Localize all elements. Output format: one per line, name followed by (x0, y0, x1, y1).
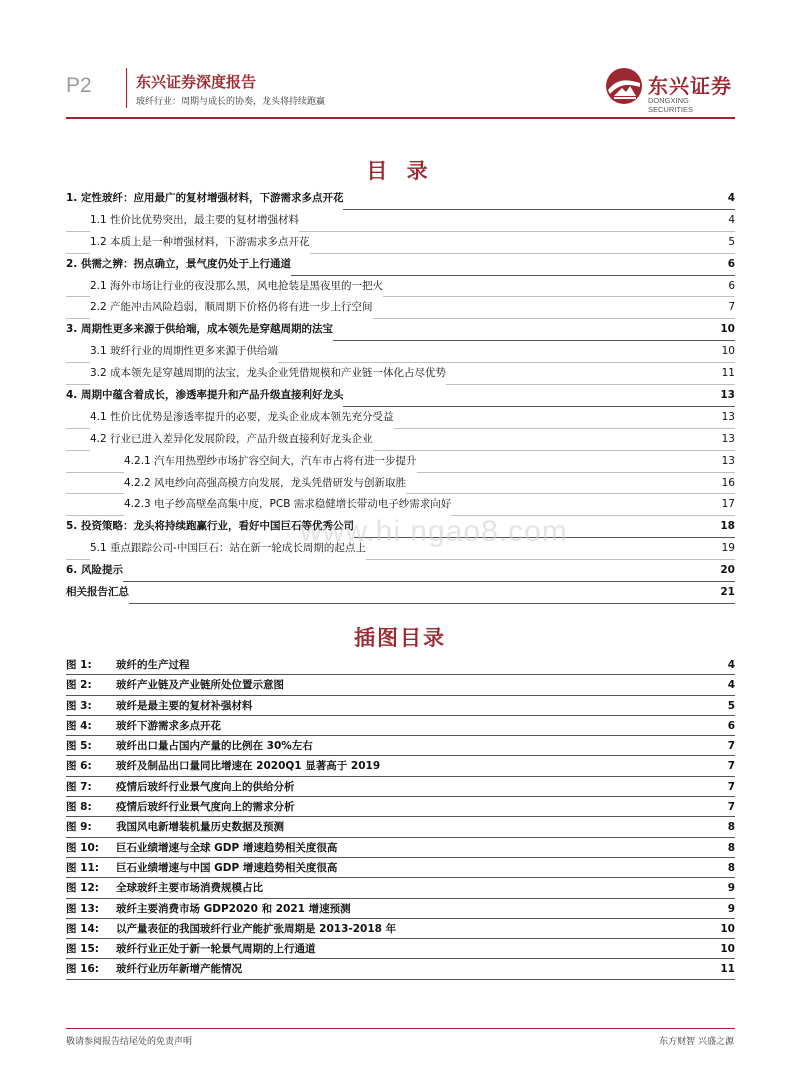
toc-entry-page: 4 (727, 192, 735, 204)
toc-entry-page: 18 (720, 520, 735, 533)
figure-number: 图 16: (66, 963, 99, 976)
figure-number: 图 14: (66, 922, 99, 935)
toc-title: 目 录 (366, 159, 434, 183)
figure-number: 图 1: (66, 659, 92, 671)
figure-label: 疫情后玻纤行业景气度向上的需求分析 (116, 801, 295, 814)
figure-number: 图 2: (66, 679, 92, 692)
figure-entry[interactable] (66, 777, 735, 797)
toc-entry-page: 7 (728, 301, 735, 314)
figure-number: 图 3: (66, 699, 92, 712)
toc-entry[interactable] (66, 232, 735, 254)
toc-entry-page: 4 (728, 213, 735, 226)
footer-slogan: 东方财智 兴盛之源 (659, 1037, 734, 1047)
toc-entry-page: 16 (721, 476, 735, 489)
figure-entry[interactable] (66, 655, 735, 675)
figure-entry[interactable] (66, 899, 735, 919)
figure-label: 以产量表征的我国玻纤行业产能扩张周期是 2013-2018 年 (116, 922, 397, 935)
toc-entry-page: 5 (728, 235, 735, 248)
toc-entry-label: 2. 供需之辨：拐点确立，景气度仍处于上行通道 (66, 254, 291, 276)
figure-label: 我国风电新增装机量历史数据及预测 (116, 821, 284, 834)
toc-entry-label: 6. 风险提示 (66, 560, 123, 582)
figure-entry[interactable] (66, 939, 735, 959)
figure-entry[interactable] (66, 736, 735, 756)
figure-page: 6 (727, 719, 735, 732)
toc-entry[interactable] (66, 276, 735, 298)
toc-entry-page: 20 (720, 564, 735, 577)
figure-page: 10 (720, 922, 735, 935)
toc-entry-label: 4.1 性价比优势是渗透率提升的必要，龙头企业成本领先充分受益 (90, 407, 394, 429)
toc-entry[interactable] (66, 494, 735, 516)
figure-label: 玻纤下游需求多点开花 (116, 719, 221, 732)
toc-entry-page: 6 (727, 257, 735, 270)
page-number: P2 (66, 74, 92, 97)
figure-label: 玻纤行业正处于新一轮景气周期的上行通道 (116, 943, 316, 956)
toc-entry-page: 10 (721, 345, 735, 358)
figure-page: 9 (727, 882, 735, 895)
figure-entry[interactable] (66, 696, 735, 716)
toc-entry[interactable] (66, 188, 735, 210)
figure-entry[interactable] (66, 675, 735, 695)
toc-entry-page: 17 (721, 498, 735, 511)
toc-entry[interactable] (66, 210, 735, 232)
figure-page: 7 (727, 801, 735, 814)
figure-entry[interactable] (66, 858, 735, 878)
figure-page: 7 (727, 740, 735, 753)
figure-label: 玻纤行业历年新增产能情况 (116, 963, 242, 976)
figure-label: 玻纤的生产过程 (116, 659, 190, 671)
figure-number: 图 12: (66, 882, 99, 895)
toc-entry-page: 13 (721, 454, 735, 467)
figure-page: 10 (720, 943, 735, 956)
toc-entry[interactable] (66, 297, 735, 319)
toc-entry-label: 3.2 成本领先是穿越周期的法宝，龙头企业凭借规模和产业链一体化占尽优势 (90, 363, 446, 385)
report-title: 东兴证券深度报告 (136, 73, 257, 91)
toc-entry-label: 5. 投资策略：龙头将持续跑赢行业，看好中国巨石等优秀公司 (66, 516, 354, 538)
figure-page: 9 (727, 902, 735, 915)
figure-label: 玻纤主要消费市场 GDP2020 和 2021 增速预测 (116, 902, 351, 915)
figure-entry[interactable] (66, 959, 735, 979)
figure-label: 巨石业绩增速与中国 GDP 增速趋势相关度很高 (116, 861, 338, 874)
figure-page: 8 (727, 861, 735, 874)
footer-disclaimer: 敬请参阅报告结尾处的免责声明 (66, 1037, 193, 1047)
logo-mark-icon (604, 66, 644, 106)
toc-entry-label: 2.2 产能冲击风险趋弱，顺周期下价格仍将有进一步上行空间 (90, 297, 373, 319)
figure-label: 玻纤及制品出口量同比增速在 2020Q1 显著高于 2019 (116, 760, 381, 773)
figure-label: 全球玻纤主要市场消费规模占比 (116, 882, 263, 895)
toc-entry-page: 19 (721, 542, 735, 555)
figure-entry[interactable] (66, 797, 735, 817)
figure-entry[interactable] (66, 838, 735, 858)
toc-entry-page: 21 (720, 586, 735, 599)
toc-entry[interactable] (66, 363, 735, 385)
toc-entry[interactable] (66, 319, 735, 341)
toc-entry-label: 1. 定性玻纤：应用最广的复材增强材料，下游需求多点开花 (66, 188, 343, 210)
figure-number: 图 6: (66, 760, 92, 773)
toc-entry-page: 13 (720, 389, 735, 402)
figure-page: 4 (727, 679, 735, 692)
toc-entry-label: 1.2 本质上是一种增强材料，下游需求多点开花 (90, 232, 310, 254)
header-divider (126, 68, 127, 108)
figure-number: 图 5: (66, 740, 92, 753)
toc-entry-label: 1.1 性价比优势突出，最主要的复材增强材料 (90, 210, 299, 232)
watermark: www.hi ngao8.com (300, 515, 568, 548)
figure-number: 图 10: (66, 841, 99, 854)
report-subtitle: 玻纤行业：周期与成长的协奏，龙头将持续跑赢 (136, 97, 326, 107)
toc-entry-page: 13 (721, 410, 735, 423)
toc-entry[interactable] (66, 254, 735, 276)
figure-page: 8 (727, 841, 735, 854)
figure-number: 图 7: (66, 780, 92, 793)
figure-label: 玻纤产业链及产业链所处位置示意图 (116, 679, 284, 692)
figure-entry[interactable] (66, 919, 735, 939)
figure-label: 玻纤出口量占国内产量的比例在 30%左右 (116, 740, 313, 753)
toc-entry[interactable] (66, 341, 735, 363)
toc-entry[interactable] (66, 385, 735, 407)
figure-number: 图 9: (66, 821, 92, 834)
toc-entry-label: 相关报告汇总 (66, 582, 129, 604)
figures-title: 插图目录 (354, 626, 446, 650)
figure-list (66, 655, 735, 980)
figure-number: 图 11: (66, 861, 99, 874)
toc-entry-label: 4.2.2 风电纱向高强高模方向发展，龙头凭借研发与创新取胜 (124, 473, 406, 495)
header-rule (66, 117, 735, 119)
toc-entry[interactable] (66, 582, 735, 604)
toc-entry[interactable] (66, 560, 735, 582)
figure-page: 7 (727, 760, 735, 773)
figure-page: 7 (727, 780, 735, 793)
figure-entry[interactable] (66, 878, 735, 898)
figure-page: 4 (727, 659, 735, 671)
toc-entry-label: 2.1 海外市场让行业的夜没那么黑，风电抢装是黑夜里的一把火 (90, 276, 383, 298)
figure-number: 图 4: (66, 719, 92, 732)
figure-number: 图 15: (66, 943, 99, 956)
figure-entry[interactable] (66, 817, 735, 837)
toc-entry-label: 4.2 行业已进入差异化发展阶段，产品升级直接利好龙头企业 (90, 429, 373, 451)
figure-entry[interactable] (66, 716, 735, 736)
figure-number: 图 8: (66, 801, 92, 814)
figure-page: 11 (720, 963, 735, 976)
figure-number: 图 13: (66, 902, 99, 915)
toc-entry-label: 4. 周期中蕴含着成长，渗透率提升和产品升级直接利好龙头 (66, 385, 343, 407)
footer-rule (66, 1028, 735, 1029)
company-logo (604, 66, 734, 112)
toc-entry-label: 4.2.3 电子纱高壁垒高集中度，PCB 需求稳健增长带动电子纱需求向好 (124, 494, 451, 516)
toc-entry[interactable] (66, 429, 735, 451)
toc-entry-label: 3. 周期性更多来源于供给端，成本领先是穿越周期的法宝 (66, 319, 333, 341)
toc-entry[interactable] (66, 407, 735, 429)
toc-entry-page: 6 (728, 279, 735, 292)
toc-entry-page: 13 (721, 432, 735, 445)
toc-entry-page: 10 (720, 323, 735, 336)
toc-entry-label: 5.1 重点跟踪公司-中国巨石：站在新一轮成长周期的起点上 (90, 538, 366, 560)
figure-entry[interactable] (66, 756, 735, 776)
toc-entry-page: 11 (721, 367, 735, 380)
toc-entry[interactable] (66, 451, 735, 473)
figure-label: 巨石业绩增速与全球 GDP 增速趋势相关度很高 (116, 841, 338, 854)
toc-entry-label: 3.1 玻纤行业的周期性更多来源于供给端 (90, 341, 278, 363)
logo-text-en: DONGXING SECURITIES (648, 96, 694, 114)
figure-page: 5 (727, 699, 735, 712)
figure-label: 玻纤是最主要的复材补强材料 (116, 699, 253, 712)
toc-entry[interactable] (66, 473, 735, 495)
toc-entry-label: 4.2.1 汽车用热塑纱市场扩容空间大，汽车市占将有进一步提升 (124, 451, 417, 473)
logo-text-cn: 东兴证券 (648, 74, 732, 98)
figure-page: 8 (727, 821, 735, 834)
figure-label: 疫情后玻纤行业景气度向上的供给分析 (116, 780, 295, 793)
